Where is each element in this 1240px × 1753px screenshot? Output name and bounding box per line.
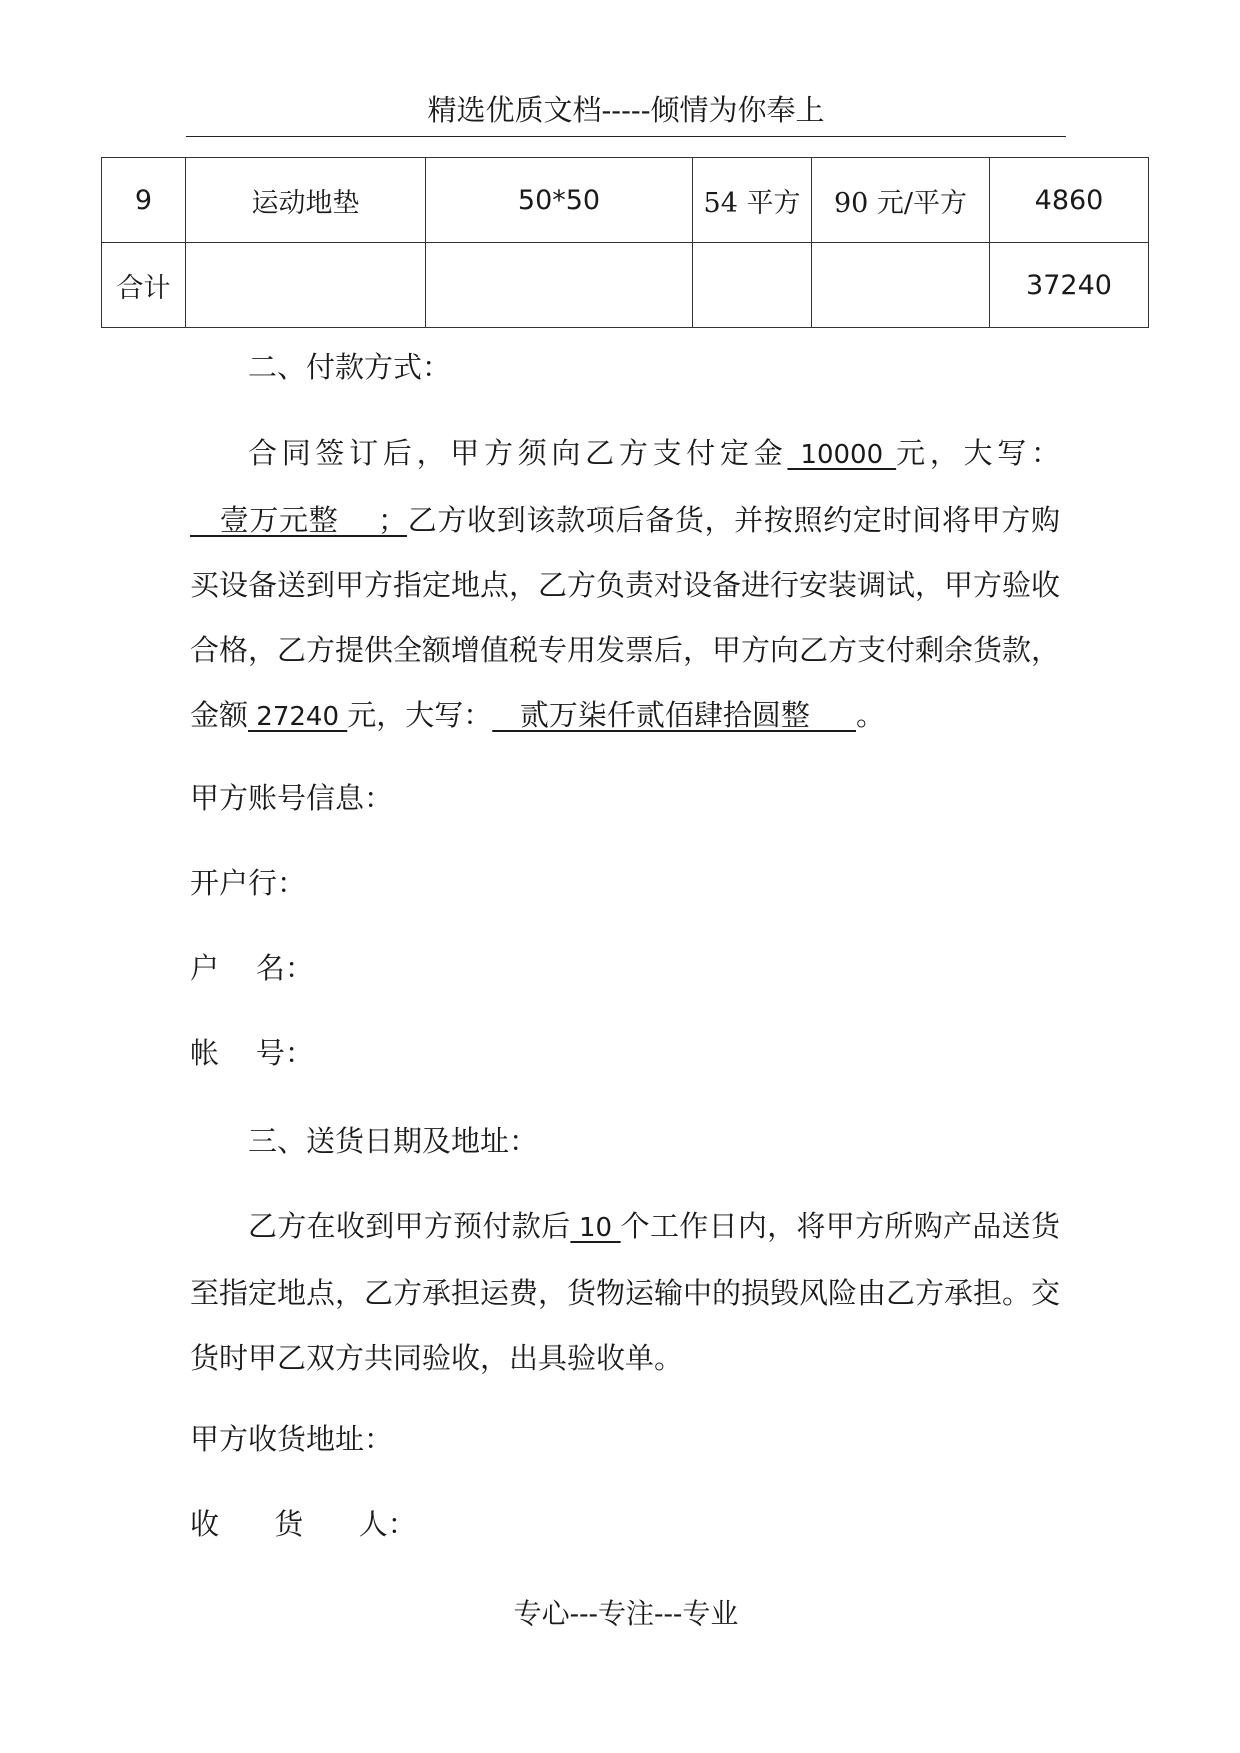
delivery-days: 10 (570, 1213, 621, 1243)
payment-text-e: 。 (856, 698, 886, 732)
cell-total-amount: 37240 (990, 243, 1149, 328)
table-row-total (102, 243, 1149, 328)
table-row (102, 158, 1149, 243)
payment-text-b: 元，大写： (896, 436, 1060, 470)
cell-empty (812, 243, 990, 328)
cell-spec: 50*50 (426, 158, 693, 243)
cell-name: 运动地垫 (186, 158, 426, 243)
delivery-paragraph (190, 1194, 1060, 1391)
items-table (101, 157, 1149, 328)
page-header: 精选优质文档-----倾情为你奉上 (427, 93, 825, 127)
cell-empty (186, 243, 426, 328)
header-divider (186, 136, 1066, 137)
cell-total-label: 合计 (102, 243, 186, 328)
account-name-label: 户 名： (190, 951, 314, 985)
cell-empty (426, 243, 693, 328)
payment-text-c: 乙方收到该款项后备货，并按照约定时间将甲方购买设备送到甲方指定地点，乙方负责对设备进行安装调试，甲方验收合格，乙方提供全额增值税专用发票后，甲方向乙方支付剩余货款，金额 (190, 503, 1061, 732)
delivery-address-label: 甲方收货地址： (190, 1422, 394, 1456)
cell-amount: 4860 (990, 158, 1149, 243)
payment-paragraph (190, 421, 1060, 750)
cell-quantity: 54 平方 (693, 158, 812, 243)
cell-unit-price: 90 元/平方 (812, 158, 990, 243)
receiver-label: 收 货 人： (190, 1507, 417, 1541)
balance-amount: 27240 (248, 702, 348, 732)
deposit-amount: 10000 (787, 440, 897, 470)
account-number-label: 帐 号： (190, 1036, 314, 1070)
delivery-text-a: 乙方在收到甲方预付款后 (248, 1209, 571, 1243)
account-bank-label: 开户行： (190, 866, 307, 900)
delivery-heading: 三、送货日期及地址： (248, 1124, 539, 1158)
account-title: 甲方账号信息： (190, 781, 394, 815)
page-footer: 专心---专注---专业 (513, 1597, 739, 1630)
deposit-amount-words: 壹万元整 ； (190, 503, 408, 537)
balance-amount-words: 贰万柒仟贰佰肆拾圆整 (492, 698, 857, 732)
delivery-text-b: 个工作日内，将甲方所购产品送货至指定地点，乙方承担运费，货物运输中的损毁风险由乙方承担。交货时甲乙双方共同验收，出具验收单。 (190, 1209, 1061, 1375)
cell-no: 9 (102, 158, 186, 243)
payment-text-d: 元，大写： (347, 698, 493, 732)
payment-text-a: 合同签订后，甲方须向乙方支付定金 (248, 436, 788, 470)
cell-empty (693, 243, 812, 328)
payment-heading: 二、付款方式： (248, 350, 452, 384)
